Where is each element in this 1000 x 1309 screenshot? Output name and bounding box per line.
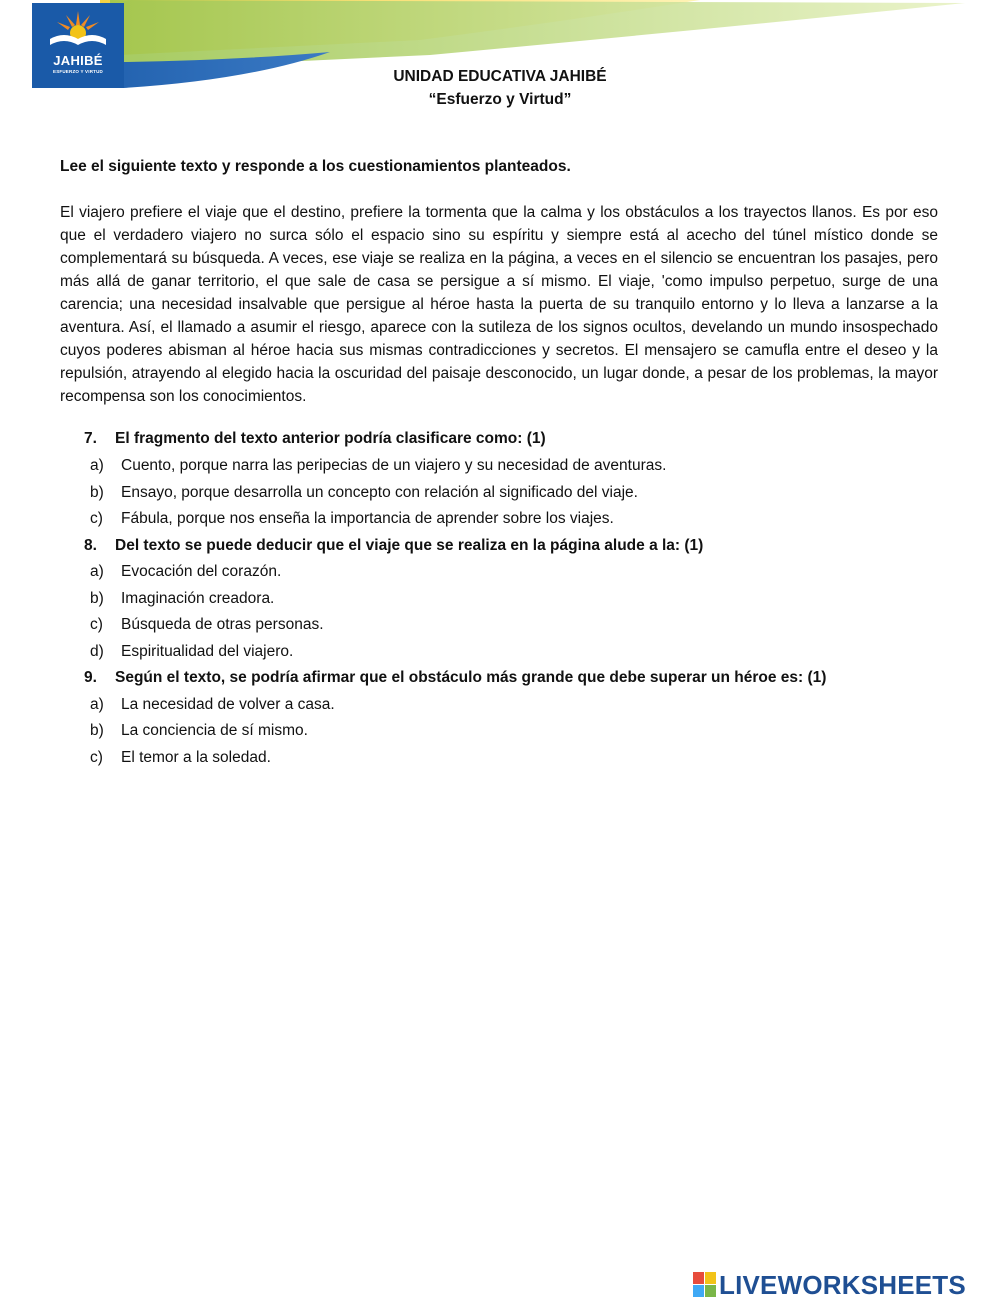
option-9a[interactable] xyxy=(90,696,335,714)
option-8a[interactable] xyxy=(90,563,281,581)
question-9 xyxy=(84,669,826,687)
option-letter: b) xyxy=(90,590,104,607)
option-text: Espiritualidad del viajero. xyxy=(121,643,294,660)
option-letter: a) xyxy=(90,457,104,474)
option-8d[interactable] xyxy=(90,643,293,661)
option-letter: d) xyxy=(90,643,104,660)
watermark-text: LIVEWORKSHEETS xyxy=(719,1270,966,1300)
option-text: Búsqueda de otras personas. xyxy=(121,616,324,633)
option-7c[interactable] xyxy=(90,510,614,528)
option-letter: a) xyxy=(90,563,104,580)
option-text: Cuento, porque narra las peripecias de un viajero y su necesidad de aventuras. xyxy=(121,457,667,474)
option-8b[interactable] xyxy=(90,590,274,608)
question-7 xyxy=(84,430,546,448)
school-motto: “Esfuerzo y Virtud” xyxy=(428,91,572,108)
option-7b[interactable] xyxy=(90,484,638,502)
option-text: El temor a la soledad. xyxy=(121,749,271,766)
question-number: 9. xyxy=(84,669,97,686)
option-8c[interactable] xyxy=(90,616,324,634)
option-letter: b) xyxy=(90,484,104,501)
question-text: Según el texto, se podría afirmar que el obstáculo más grande que debe superar un héroe es: (1) xyxy=(115,669,827,686)
liveworksheets-watermark xyxy=(693,1270,993,1300)
option-7a[interactable] xyxy=(90,457,666,475)
logo-tagline: ESFUERZO Y VIRTUD xyxy=(53,69,103,74)
option-text: Ensayo, porque desarrolla un concepto con relación al significado del viaje. xyxy=(121,484,638,501)
question-8 xyxy=(84,537,703,555)
logo-name: JAHIBÉ xyxy=(53,53,103,68)
instruction-text: Lee el siguiente texto y responde a los cuestionamientos planteados. xyxy=(60,158,571,175)
option-text: Imaginación creadora. xyxy=(121,590,275,607)
question-text: Del texto se puede deducir que el viaje que se realiza en la página alude a la: (1) xyxy=(115,537,704,554)
option-letter: c) xyxy=(90,510,103,527)
school-name: UNIDAD EDUCATIVA JAHIBÉ xyxy=(393,68,607,85)
question-text: El fragmento del texto anterior podría clasificare como: (1) xyxy=(115,430,546,447)
option-letter: c) xyxy=(90,616,103,633)
live-badge-icon xyxy=(693,1270,717,1300)
option-text: Fábula, porque nos enseña la importancia de aprender sobre los viajes. xyxy=(121,510,614,527)
option-text: Evocación del corazón. xyxy=(121,563,282,580)
reading-passage: El viajero prefiere el viaje que el destino, prefiere la tormenta que la calma y los obstáculos a los trayectos llanos. Es por eso que el verdadero viajero no surca sólo el espacio sino su espíritu y siempre está al acecho del túnel místico donde se complementará su búsqueda. A veces, ese viaje se realiza en la página, a veces en el silencio se encuentran los pasajes, pero más allá de ganar territorio, el que sale de casa se persigue a sí mismo. El viaje, 'como impulso perpetuo, surge de una carencia; una necesidad insalvable que persigue al héroe hasta la puerta de su tranquilo entorno y lo lleva a lanzarse a la aventura. Así, el llamado a asumir el riesgo, aparece con la sutileza de los signos ocultos, develando un mundo insospechado cuyos poderes abisman al héroe hacia sus mismas contradicciones y secretos. El mensajero se camufla entre el deseo y la repulsión, atrayendo al elegido hacia la oscuridad del paisaje desconocido, un lugar donde, a pesar de los problemas, la mayor recompensa son los conocimientos. xyxy=(60,204,938,405)
option-9b[interactable] xyxy=(90,722,308,740)
option-letter: b) xyxy=(90,722,104,739)
option-text: La necesidad de volver a casa. xyxy=(121,696,335,713)
option-9c[interactable] xyxy=(90,749,271,767)
option-letter: a) xyxy=(90,696,104,713)
book-sun-icon xyxy=(32,3,124,55)
question-number: 8. xyxy=(84,537,97,554)
option-letter: c) xyxy=(90,749,103,766)
option-text: La conciencia de sí mismo. xyxy=(121,722,308,739)
question-number: 7. xyxy=(84,430,97,447)
